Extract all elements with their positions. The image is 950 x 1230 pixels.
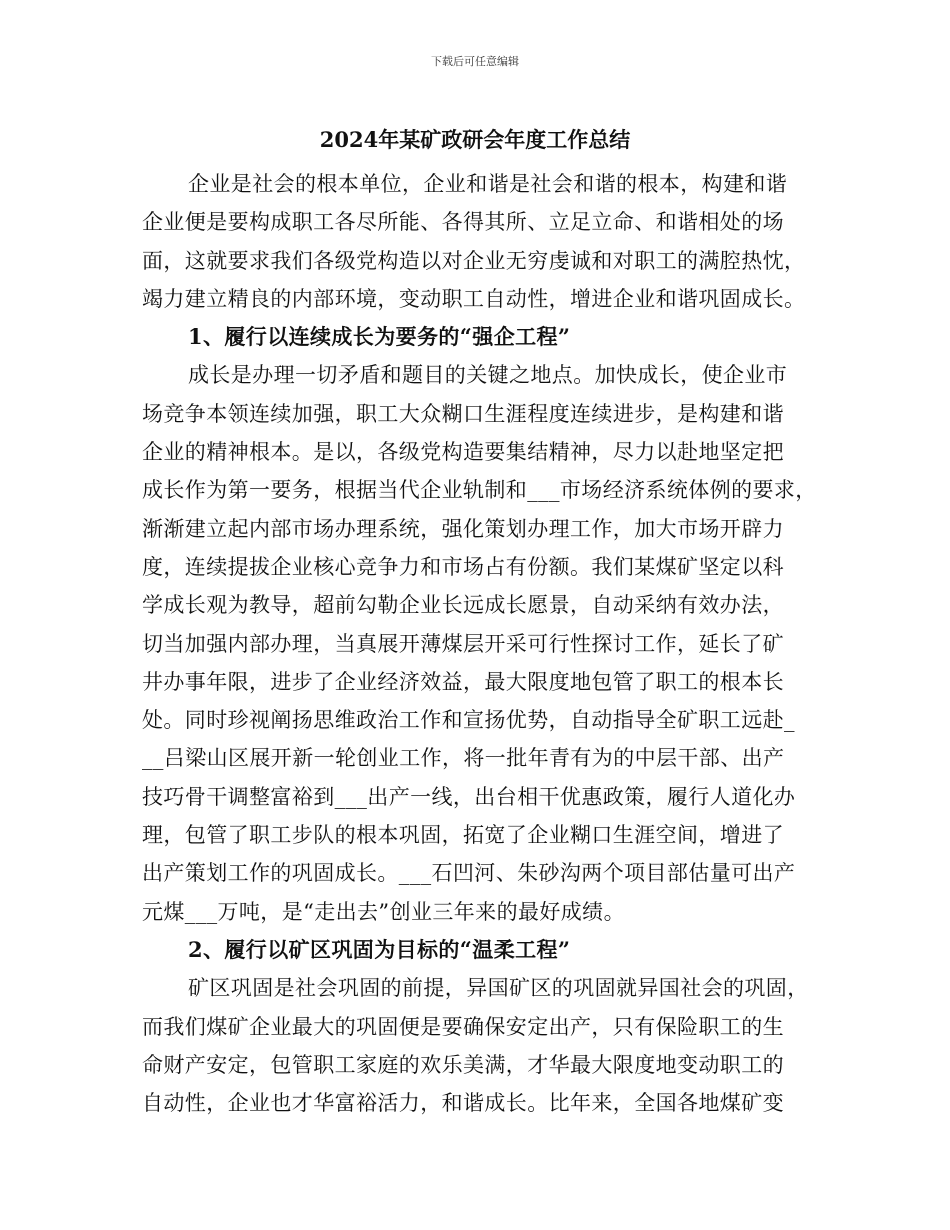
text-line: 场竞争本领连续加强，职工大众糊口生涯程度连续进步，是构建和谐 [142, 401, 784, 426]
text-line: 成长是办理一切矛盾和题目的关键之地点。加快成长，使企业市 [188, 363, 788, 388]
text-line: 命财产安定，包管职工家庭的欢乐美满，才华最大限度地变动职工的 [142, 1052, 784, 1077]
text-line: 面，这就要求我们各级党构造以对企业无穷虔诚和对职工的满腔热忱， [142, 248, 806, 273]
text-line: __吕梁山区展开新一轮创业工作，将一批年青有为的中层干部、出产 [142, 746, 785, 771]
text-line: 度，连续提拔企业核心竞争力和市场占有份额。我们某煤矿坚定以科 [142, 554, 784, 579]
text-line: 矿区巩固是社会巩固的前提，异国矿区的巩固就异国社会的巩固， [188, 976, 809, 1001]
text-line: 企业便是要构成职工各尽所能、各得其所、立足立命、和谐相处的场 [142, 210, 784, 235]
text-line: 而我们煤矿企业最大的巩固便是要确保安定出产，只有保险职工的生 [142, 1014, 784, 1039]
document-body [142, 165, 822, 1122]
text-line: 企业的精神根本。是以，各级党构造要集结精神，尽力以赴地坚定把 [142, 440, 784, 465]
text-line: 出产策划工作的巩固成长。___石凹河、朱砂沟两个项目部估量可出产 [142, 861, 796, 886]
text-line: 企业是社会的根本单位，企业和谐是社会和谐的根本，构建和谐 [188, 172, 788, 196]
text-line: 技巧骨干调整富裕到___出产一线，出台相干优惠政策，履行人道化办 [142, 784, 796, 809]
paragraph [142, 969, 822, 1122]
text-line: 竭力建立精良的内部环境，变动职工自动性，增进企业和谐巩固成长。 [142, 286, 806, 311]
text-line: 成长作为第一要务，根据当代企业轨制和___市场经济系统体例的要求， [142, 478, 817, 503]
text-line: 学成长观为教导，超前勾勒企业长远成长愿景，自动采纳有效办法， [142, 593, 784, 618]
page-title: 2024年某矿政研会年度工作总结 [319, 127, 631, 152]
text-line: 自动性，企业也才华富裕活力，和谐成长。比年来，全国各地煤矿变 [142, 1091, 784, 1116]
section-heading [142, 318, 822, 356]
text-line: 元煤___万吨，是“走出去”创业三年来的最好成绩。 [142, 899, 625, 924]
text-line: 井办事年限，进步了企业经济效益，最大限度地包管了职工的根本长 [142, 669, 784, 694]
text-line: 渐渐建立起内部市场办理系统，强化策划办理工作，加大市场开辟力 [142, 516, 784, 541]
text-line: 理，包管了职工步队的根本巩固，拓宽了企业糊口生涯空间，增进了 [142, 823, 784, 848]
header-note: 下载后可任意编辑 [431, 55, 519, 68]
heading-text: 1、履行以连续成长为要务的“强企工程” [188, 324, 571, 350]
paragraph [142, 356, 822, 930]
heading-text: 2、履行以矿区巩固为目标的“温柔工程” [188, 936, 571, 962]
section-heading [142, 931, 822, 969]
text-line: 切当加强内部办理，当真展开薄煤层开采可行性探讨工作，延长了矿 [142, 631, 784, 656]
text-line: 处。同时珍视阐扬思维政治工作和宣扬优势，自动指导全矿职工远赴_ [142, 708, 795, 733]
paragraph [142, 165, 822, 318]
